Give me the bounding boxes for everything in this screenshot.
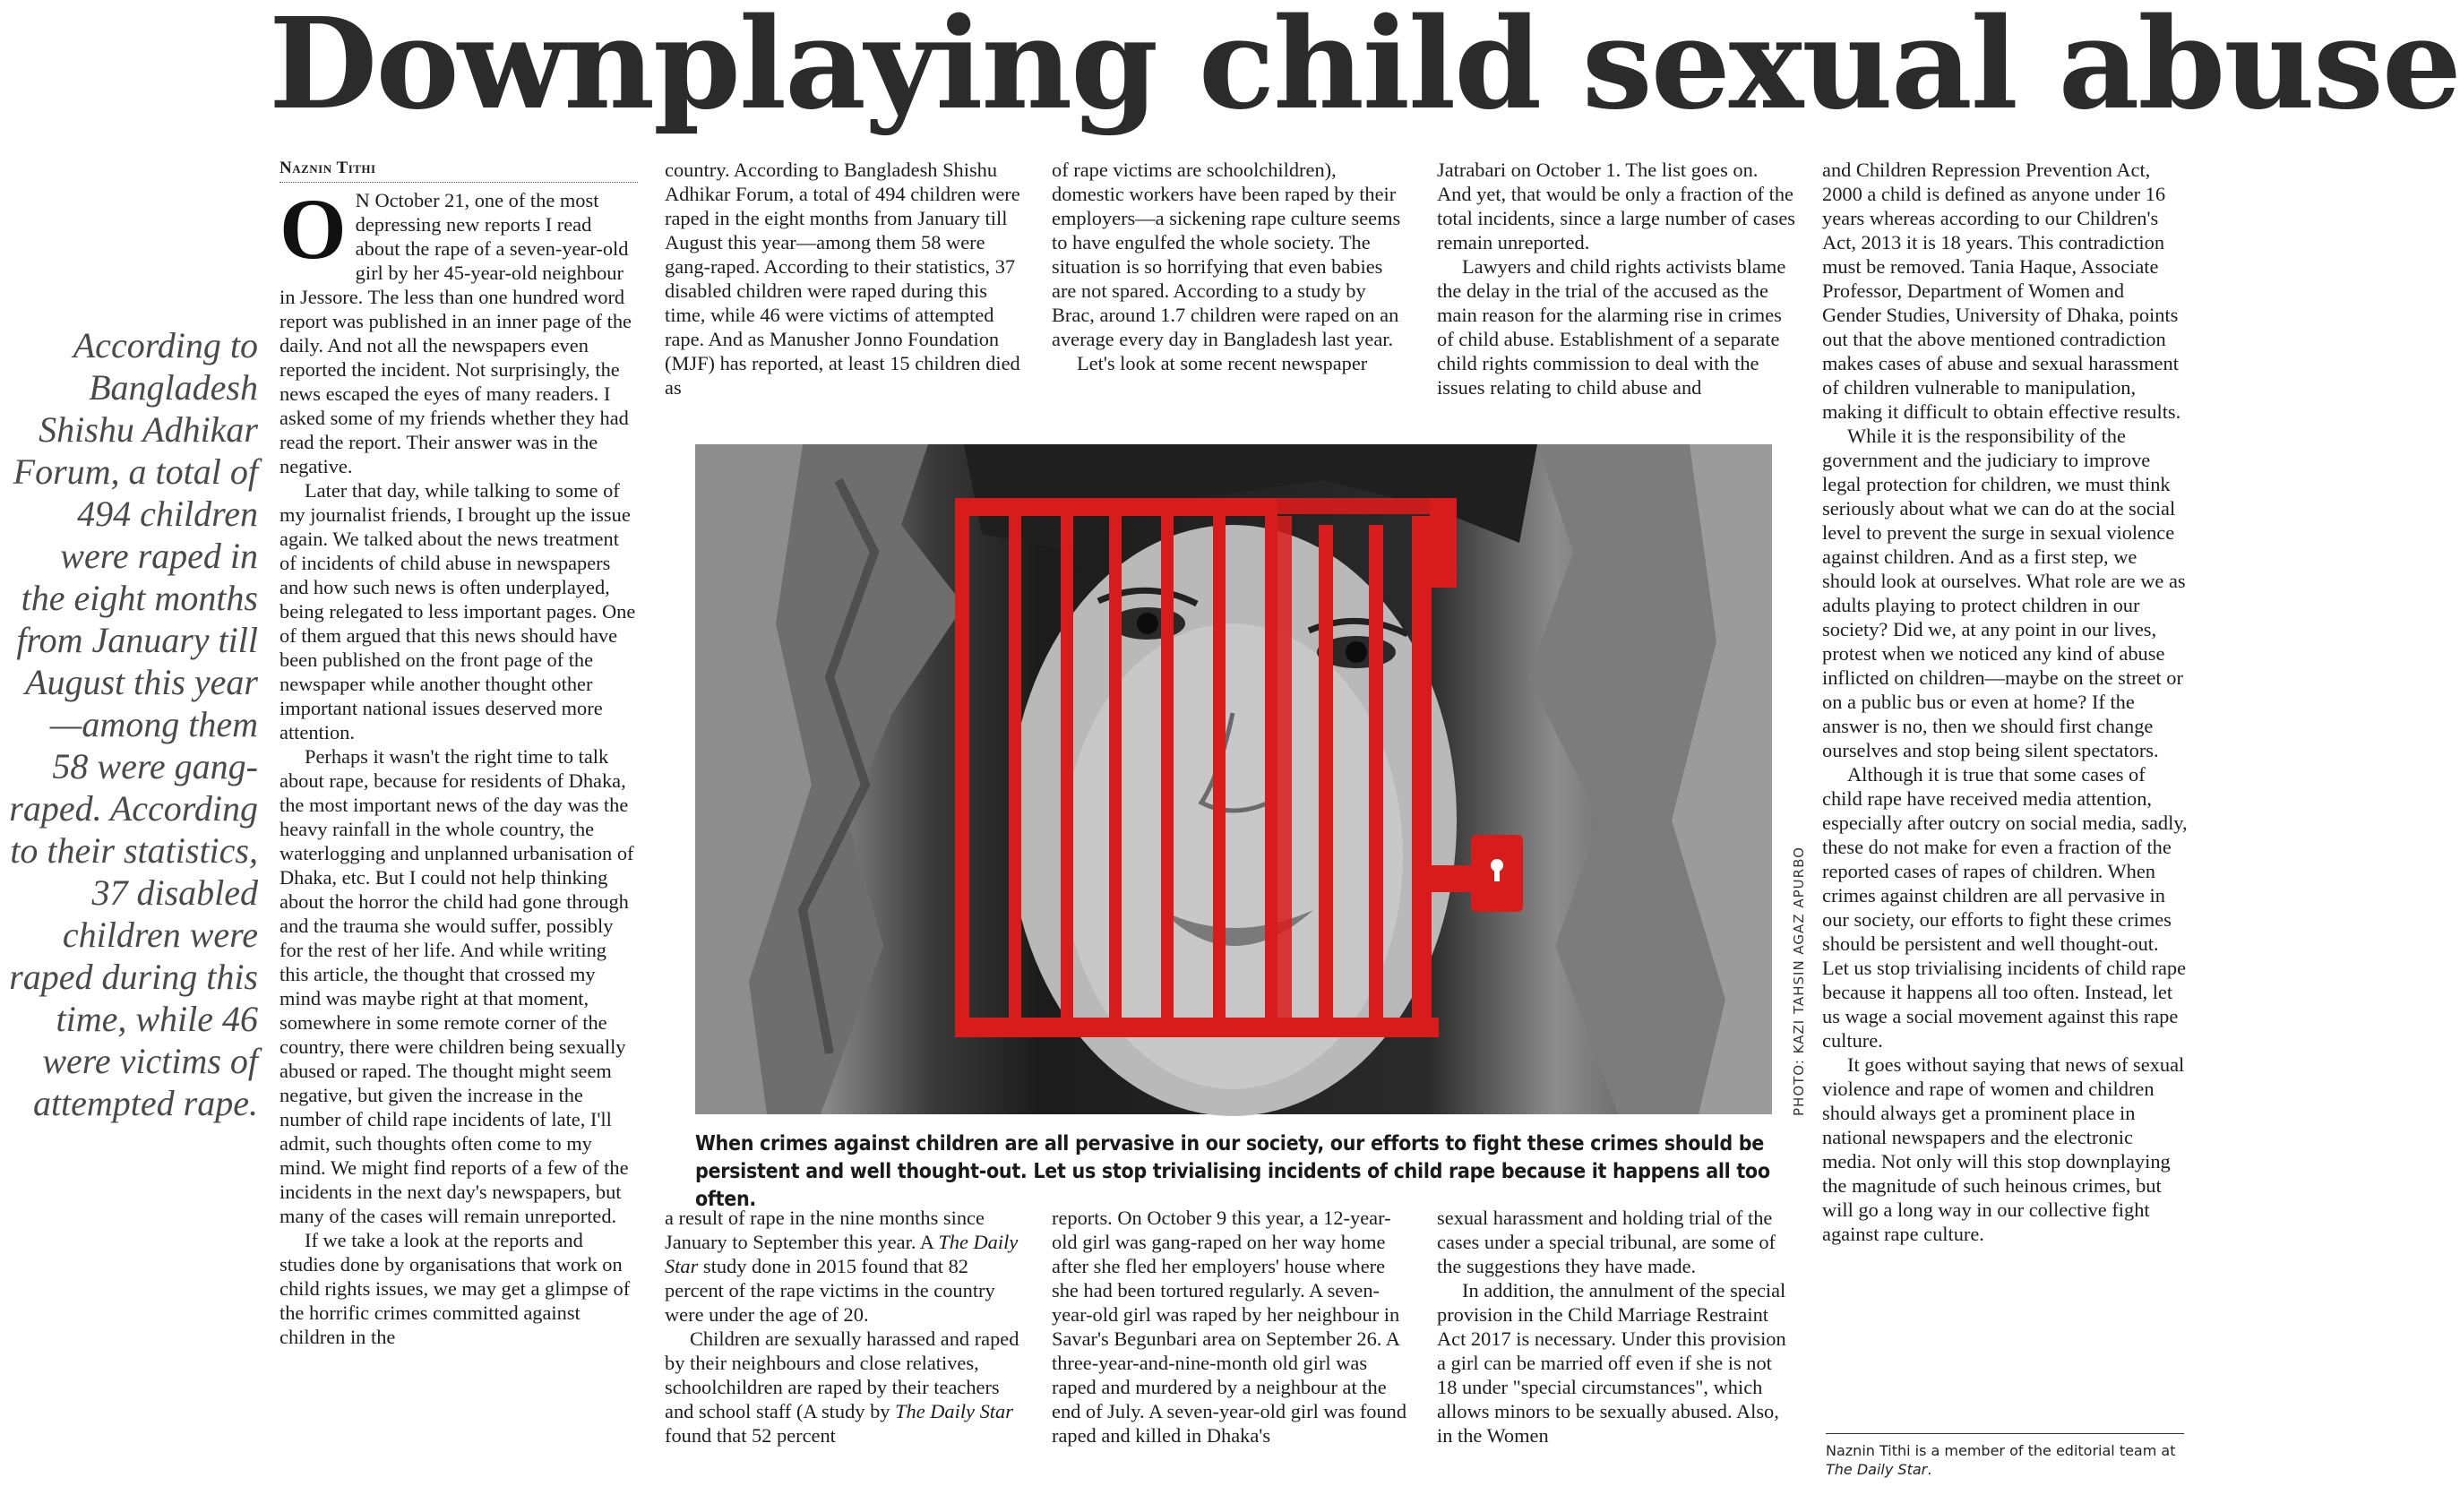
paragraph: Although it is true that some cases of child rape have received media attention, especially after outcry on social media, sadly, these do not make for even a fraction of the reported cases of rapes of children. When crimes against children are all pervasive in our society, our efforts to fight these crimes should be persistent and well thought-out. Let us stop trivialising incidents of child rape because it happens all too often. Instead, let us wage a social movement against this rape culture. [1822, 763, 2188, 1052]
publication-name: The Daily Star [665, 1231, 1019, 1277]
article-column-3-bottom [1052, 1206, 1410, 1448]
paragraph: Later that day, while talking to some of my journalist friends, I brought up the issue again. We talked about the news treatment of incidents of child abuse in newspapers and how such news is often underplayed, being relegated to less important pages. One of them argued that this news should have been published on the front page of the newspaper while another thought other important national issues deserved more attention. [280, 479, 636, 743]
article-photo [695, 444, 1772, 1114]
paragraph: of rape victims are schoolchildren), domestic workers have been raped by their employers—a sickening rape culture seems to have engulfed the whole society. The situation is so horrifying that even babies are not spared. According to a study by Brac, around 1.7 children were raped on an average every day in Bangladesh last year. [1052, 159, 1401, 350]
publication-name: The Daily Star [895, 1400, 1013, 1422]
paragraph: Lawyers and child rights activists blame the delay in the trial of the accused as the main reason for the alarming rise in crimes of child abuse. Establishment of a separate child rights commission to deal with the issues relating to child abuse and [1437, 255, 1786, 399]
paragraph: a result of rape in the nine months since January to September this year. A The Daily Star study done in 2015 found that 82 percent of the rape victims in the country were under the age of 20. [665, 1207, 1019, 1326]
article-column-1 [280, 158, 638, 1349]
paragraph: sexual harassment and holding trial of the cases under a special tribunal, are some of the suggestions they have made. [1437, 1207, 1776, 1277]
paragraph: Jatrabari on October 1. The list goes on. And yet, that would be only a fraction of the total incidents, since a large number of cases remain unreported. [1437, 159, 1795, 253]
article-column-5 [1822, 158, 2188, 1246]
paragraph: If we take a look at the reports and studies done by organisations that work on child rights issues, we may get a glimpse of the horrific crimes committed against children in the [280, 1229, 631, 1348]
headline: Downplaying child sexual abuse [269, 0, 2460, 138]
pull-quote: According to Bangladesh Shishu Adhikar Forum, a total of 494 children were raped in the eight months from January till August this year—among them 58 were gang-raped. According to their statistics, 37 disabled children were raped during this time, while 46 were victims of attempted rape. [9, 325, 258, 1123]
opening-paragraph [280, 181, 638, 478]
paragraph: It goes without saying that news of sexual violence and rape of women and children should always get a prominent place in national newspapers and the electronic media. Not only will this stop downplaying the magnitude of such heinous crimes, but will go a long way in our collective fight against rape culture. [1822, 1053, 2185, 1245]
byline: Naznin Tithi [280, 158, 638, 183]
paragraph: Perhaps it wasn't the right time to talk about rape, because for residents of Dhaka, the most important news of the day was the heavy rainfall in the whole country, the waterlogging and unplanned urbanisation of Dhaka, etc. But I could not help thinking about the horror the child had gone through and the trauma she would suffer, possibly for the rest of her life. And while writing this article, the thought that crossed my mind was maybe right at that moment, somewhere in some remote corner of the country, there were children being sexually abused or raped. The thought might seem negative, but given the increase in the number of child rape incidents of late, I'll admit, such thoughts often come to my mind. We might find reports of a few of the incidents in the next day's newspapers, but many of the cases will remain unreported. [280, 745, 634, 1227]
paragraph: Children are sexually harassed and raped by their neighbours and close relatives, schoolchildren are raped by their teachers and school staff (A study by The Daily Star found that 52 percent [665, 1327, 1019, 1447]
article-column-4-top [1437, 158, 1795, 399]
article-column-4-bottom [1437, 1206, 1795, 1448]
article-column-2-bottom [665, 1206, 1030, 1448]
paragraph: In addition, the annulment of the special provision in the Child Marriage Restraint Act 2017 is necessary. Under this provision a girl can be married off even if she is not 18 under "special circumstances", which allows minors to be sexually abused. Also, in the Women [1437, 1279, 1786, 1447]
paragraph: While it is the responsibility of the government and the judiciary to improve legal protection for children, we must think seriously about what we can do at the social level to prevent the surge in sexual violence against children. And as a first step, we should look at ourselves. What role are we as adults playing to protect children in our society? Did we, at any point in our lives, protest when we noticed any kind of abuse inflicted on children—maybe on the street or on a public bus or even at home? If the answer is no, then we should first change ourselves and stop being silent spectators. [1822, 425, 2186, 761]
photo-caption: When crimes against children are all pervasive in our society, our efforts to fight these crimes should be persistent and well thought-out. Let us stop trivialising incidents of child rape because it happens all too often. [695, 1132, 1770, 1211]
photo-illustration [695, 444, 1772, 1114]
paragraph: and Children Repression Prevention Act, 2000 a child is defined as anyone under 16 years whereas according to our Children's Act, 2013 it is 18 years. This contradiction must be removed. Tania Haque, Associate Professor, Department of Women and Gender Studies, University of Dhaka, points out that the above mentioned contradiction makes cases of abuse and sexual harassment of children vulnerable to manipulation, making it difficult to obtain effective results. [1822, 159, 2181, 423]
photo-credit: PHOTO: KAZI TAHSIN AGAZ APURBO [1791, 846, 1807, 1116]
article-column-2-top [665, 158, 1030, 399]
opening-paragraph-text: N October 21, one of the most depressing new reports I read about the rape of a seven-year-old girl by her 45-year-old neighbour in Jessore. The less than one hundred word report was published in an inner page of the daily. And not all the newspapers even reported the incident. Not surprisingly, the news escaped the eyes of many readers. I asked some of my friends whether they had read the report. Their answer was in the negative. [280, 189, 632, 477]
paragraph: Let's look at some recent newspaper [1077, 352, 1368, 374]
paragraph: country. According to Bangladesh Shishu Adhikar Forum, a total of 494 children were raped in the eight months from January till August this year—among them 58 were gang-raped. According to their statistics, 37 disabled children were raped during this time, while 46 were victims of attempted rape. And as Manusher Jonno Foundation (MJF) has reported, at least 15 children died as [665, 159, 1020, 399]
drop-cap: O [280, 181, 347, 277]
article-column-3-top [1052, 158, 1410, 375]
author-bio: Naznin Tithi is a member of the editorial team at The Daily Star. [1826, 1433, 2184, 1479]
paragraph: reports. On October 9 this year, a 12-year-old girl was gang-raped on her way home after she fled her employers' house where she had been tortured regularly. A seven-year-old girl was raped by her neighbour in Savar's Begunbari area on September 26. A three-year-and-nine-month old girl was raped and murdered by a neighbour at the end of July. A seven-year-old girl was found raped and killed in Dhaka's [1052, 1207, 1407, 1447]
publication-name: The Daily Star [1826, 1461, 1928, 1478]
